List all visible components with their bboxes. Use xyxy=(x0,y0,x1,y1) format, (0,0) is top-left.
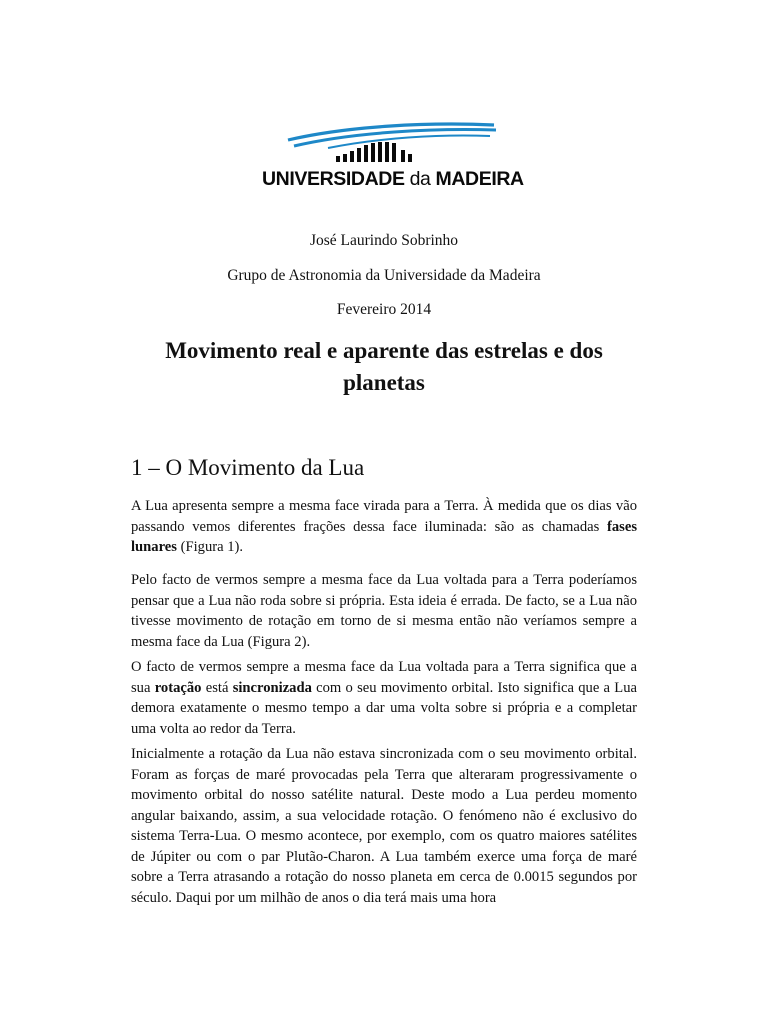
paragraph-4: Inicialmente a rotação da Lua não estava sincronizada com o seu movimento orbital. Foram as forças de maré provocadas pela Terra que alteraram progressivamente o movimento orbital do nosso satélite natural. Deste modo a Lua perdeu momento angular baixando, assim, a sua velocidade rotação. O fenómeno não é exclusivo do sistema Terra-Lua. O mesmo acontece, por exemplo, com os quatro maiores satélites de Júpiter ou com o par Plutão-Charon. A Lua também exerce uma força de maré sobre a Terra atrasando a rotação do nosso planeta em cerca de 0.0015 segundos por século. Daqui por um milhão de anos o dia terá mais uma hora xyxy=(131,746,637,906)
bold-term-rotacao: rotação xyxy=(154,679,202,696)
bold-term-sincronizada: sincronizada xyxy=(232,679,312,696)
paragraph-3: O facto de vermos sempre a mesma face da Lua voltada para a Terra significa que a sua rotação está sincronizada com o seu movimento orbital. Isto significa que a Lua demora exatamente o mesmo tempo a dar uma volta sobre si própria e a completar uma volta ao redor da Terra. xyxy=(131,659,637,737)
research-group: Grupo de Astronomia da Universidade da Madeira xyxy=(227,267,541,284)
section-heading: 1 – O Movimento da Lua xyxy=(131,455,365,480)
bold-term-fases-lunares: fases lunares xyxy=(131,518,637,555)
publication-date: Fevereiro 2014 xyxy=(336,301,432,318)
paragraph-1: A Lua apresenta sempre a mesma face virada para a Terra. À medida que os dias vão passando vemos diferentes frações dessa face iluminada: são as chamadas fases lunares (Figura 1). xyxy=(131,498,637,555)
paragraph-2: Pelo facto de vermos sempre a mesma face da Lua voltada para a Terra poderíamos pensar que a Lua não roda sobre si própria. Esta ideia é errada. De facto, se a Lua não tivesse movimento de rotação em torno de si mesma então não veríamos sempre a mesma face da Lua (Figura 2). xyxy=(131,572,637,650)
title-line-2: planetas xyxy=(343,370,425,395)
document-title xyxy=(120,335,648,399)
author-name: José Laurindo Sobrinho xyxy=(309,232,459,249)
title-line-1: Movimento real e aparente das estrelas e dos xyxy=(165,338,603,363)
university-logo-wordmark: UNIVERSIDADE da MADEIRA xyxy=(262,168,524,190)
